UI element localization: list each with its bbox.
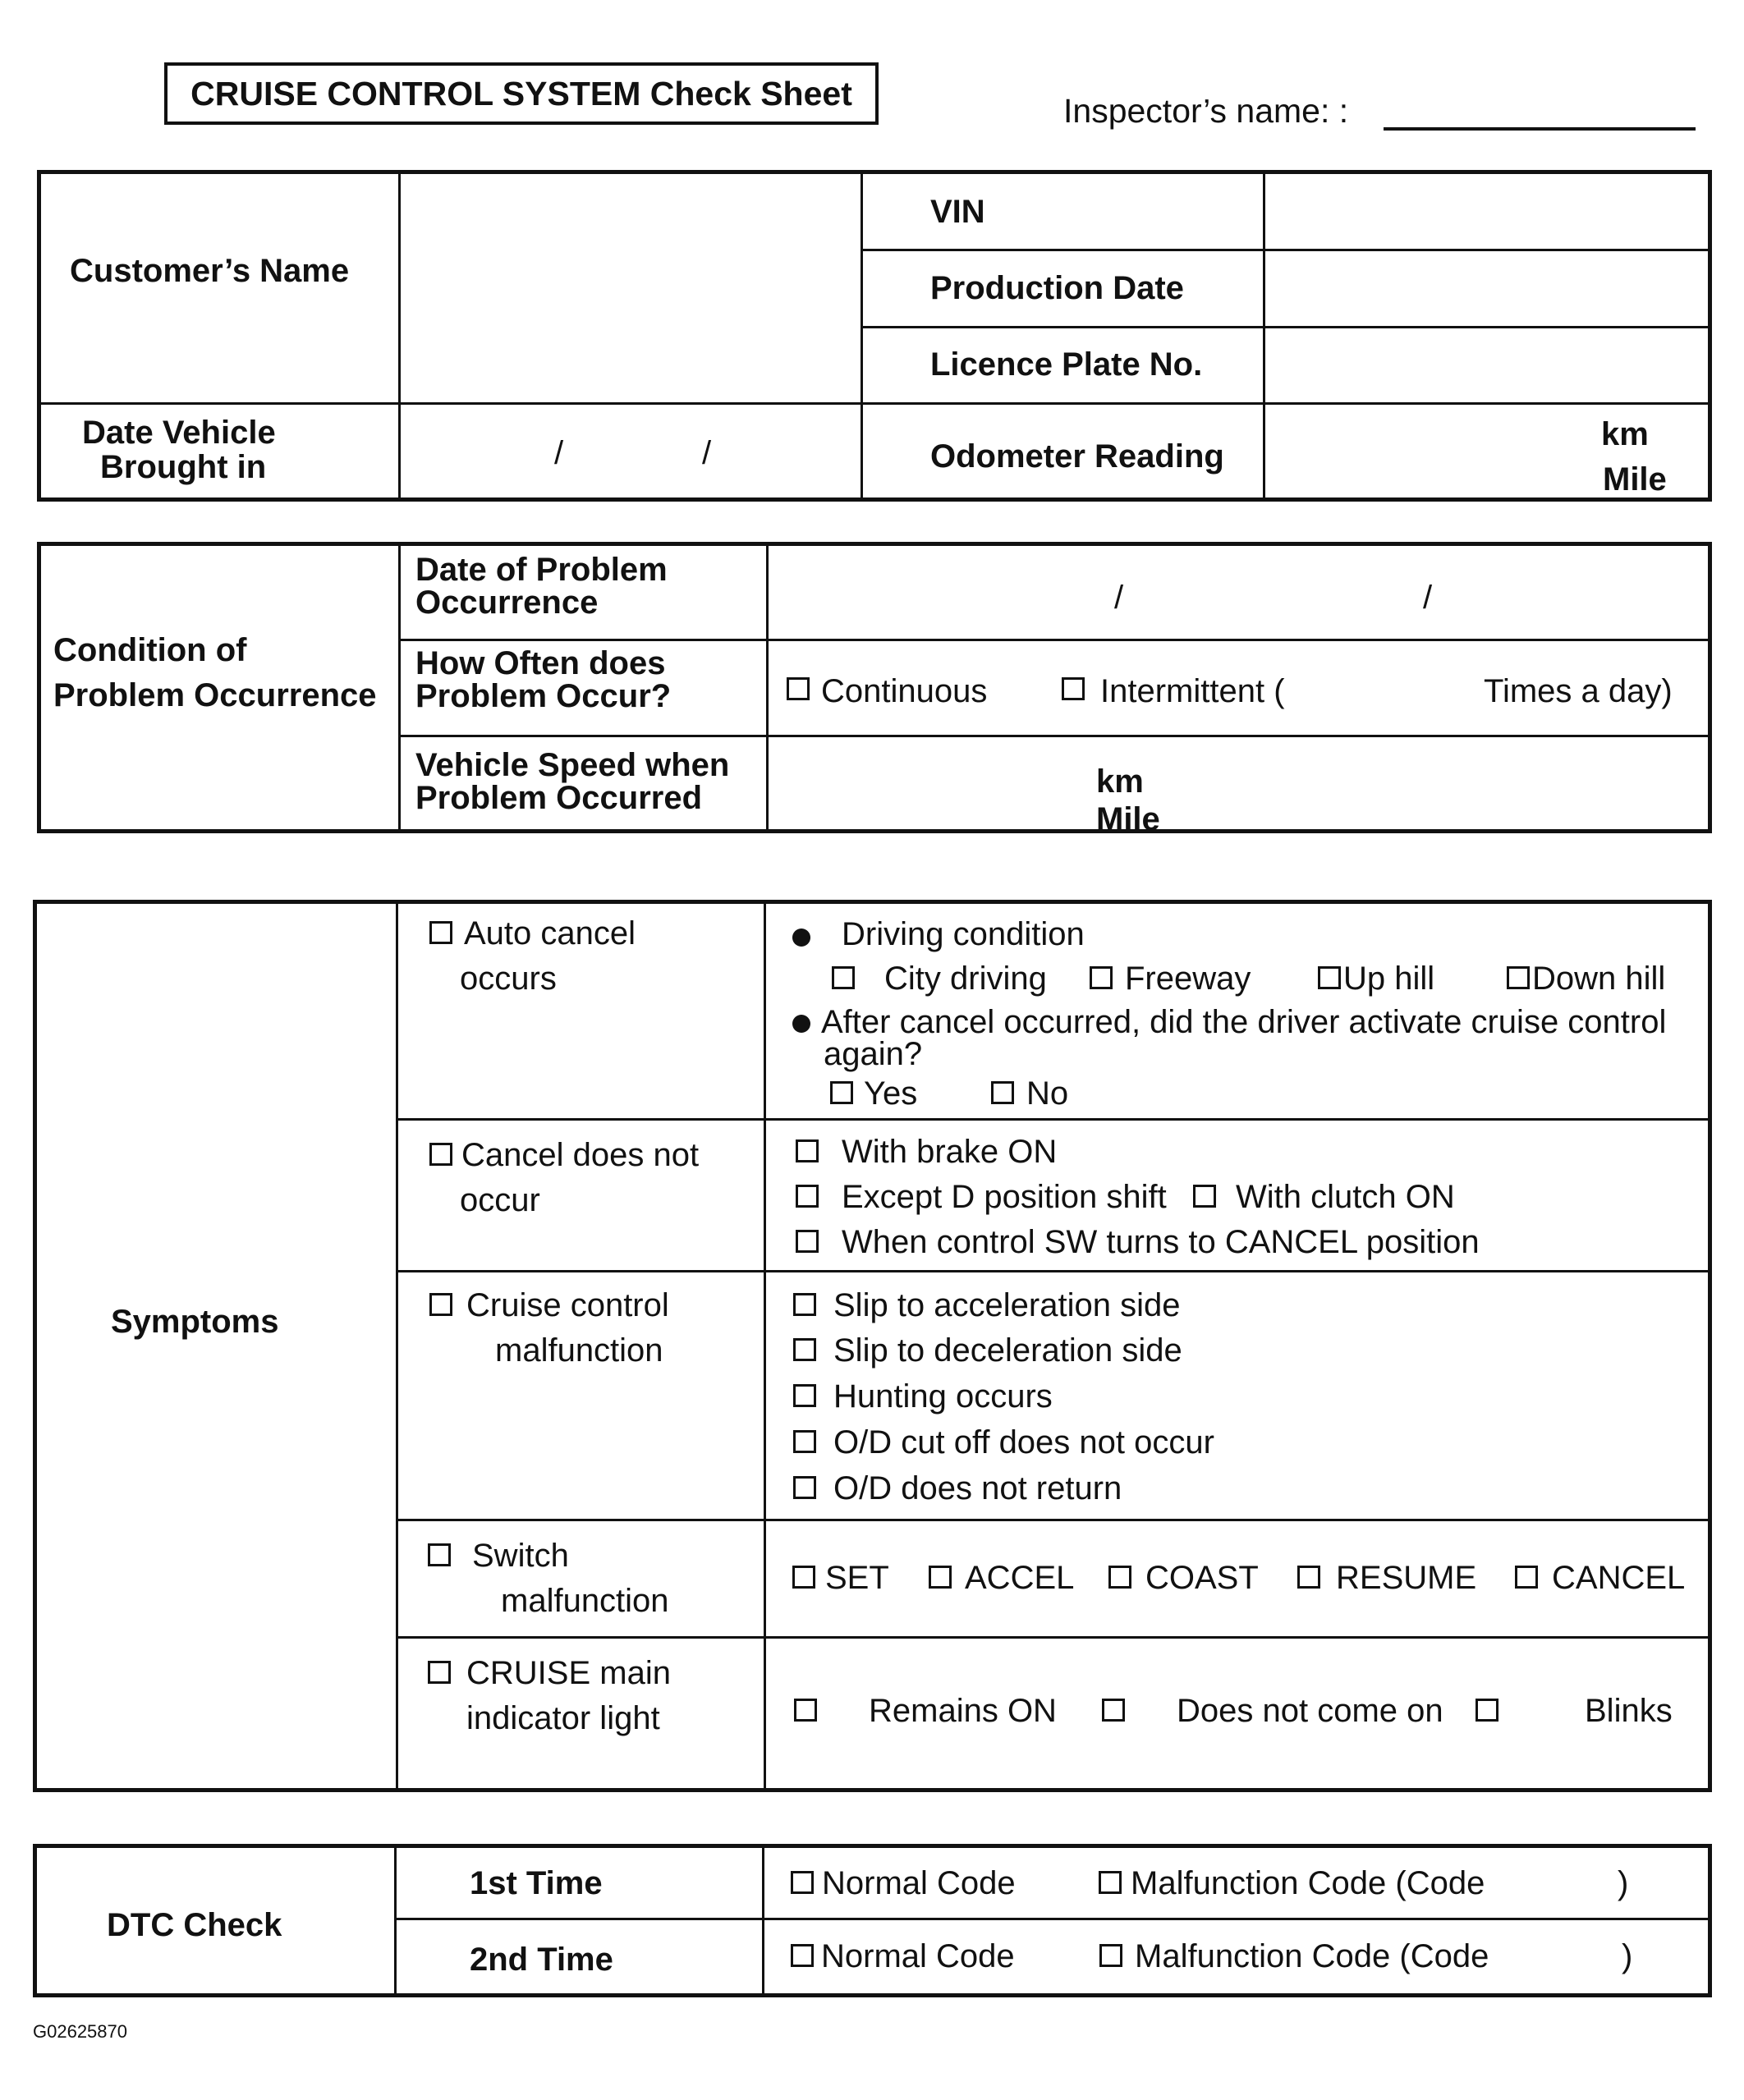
date-separator: / [702, 435, 712, 471]
cancel-not-occur-label-line1: Cancel does not [461, 1137, 700, 1173]
uphill-checkbox[interactable] [1318, 966, 1341, 989]
condition-label-line2: Problem Occurrence [53, 677, 377, 713]
condition-label-line1: Condition of [53, 632, 247, 668]
how-often-label-line1: How Often does [415, 645, 666, 681]
first-time-label: 1st Time [470, 1865, 603, 1901]
indicator-light-label-line2: indicator light [466, 1700, 660, 1736]
od-cut-label: O/D cut off does not occur [833, 1424, 1214, 1460]
not-come-on-checkbox[interactable] [1102, 1699, 1125, 1722]
brake-on-checkbox[interactable] [796, 1139, 819, 1162]
downhill-checkbox[interactable] [1507, 966, 1530, 989]
not-come-on-label: Does not come on [1177, 1693, 1443, 1729]
page-title: CRUISE CONTROL SYSTEM Check Sheet [164, 62, 879, 125]
how-often-label-line2: Problem Occur? [415, 678, 672, 714]
production-date-field[interactable] [1267, 251, 1706, 325]
no-checkbox[interactable] [991, 1081, 1014, 1104]
date-separator: / [1423, 580, 1433, 616]
second-code-field[interactable] [1494, 1930, 1609, 1979]
city-driving-checkbox[interactable] [832, 966, 855, 989]
switch-malfunction-label-line1: Switch [472, 1538, 569, 1574]
indicator-light-label-line1: CRUISE main [466, 1655, 671, 1691]
inspector-name-label: Inspector’s name: : [1063, 92, 1349, 130]
speed-label-line1: Vehicle Speed when [415, 747, 730, 783]
cancel-not-occur-checkbox[interactable] [429, 1143, 452, 1166]
slip-accel-label: Slip to acceleration side [833, 1287, 1181, 1323]
second-normal-code-checkbox[interactable] [791, 1944, 814, 1967]
unit-mile: Mile [1603, 461, 1667, 497]
cruise-malfunction-label-line1: Cruise control [466, 1287, 669, 1323]
first-normal-code-label: Normal Code [822, 1865, 1016, 1901]
remains-on-label: Remains ON [869, 1693, 1057, 1729]
close-paren: ) [1622, 1938, 1633, 1974]
yes-checkbox[interactable] [830, 1081, 853, 1104]
production-date-label: Production Date [930, 270, 1184, 306]
cancel-checkbox[interactable] [1515, 1566, 1538, 1589]
blinks-label: Blinks [1585, 1693, 1673, 1729]
coast-checkbox[interactable] [1108, 1566, 1131, 1589]
resume-checkbox[interactable] [1297, 1566, 1320, 1589]
second-normal-code-label: Normal Code [821, 1938, 1015, 1974]
set-checkbox[interactable] [792, 1566, 815, 1589]
control-sw-label: When control SW turns to CANCEL position [842, 1224, 1480, 1260]
clutch-on-label: With clutch ON [1236, 1179, 1455, 1215]
second-time-label: 2nd Time [470, 1942, 613, 1978]
odometer-label: Odometer Reading [930, 438, 1224, 475]
indicator-light-checkbox[interactable] [428, 1661, 451, 1684]
second-malfunction-code-checkbox[interactable] [1099, 1944, 1122, 1967]
speed-field[interactable] [770, 739, 1082, 828]
auto-cancel-label-line2: occurs [460, 961, 557, 997]
continuous-checkbox[interactable] [787, 677, 810, 700]
hunting-label: Hunting occurs [833, 1378, 1053, 1415]
reactivate-question-line1: After cancel occurred, did the driver activate cruise control [821, 1004, 1667, 1040]
driving-condition-label: Driving condition [842, 916, 1085, 952]
symptoms-label: Symptoms [111, 1304, 279, 1340]
reactivate-question-line2: again? [824, 1036, 923, 1072]
no-label: No [1026, 1075, 1069, 1112]
intermittent-checkbox[interactable] [1062, 677, 1085, 700]
except-d-label: Except D position shift [842, 1179, 1167, 1215]
yes-label: Yes [864, 1075, 918, 1112]
customer-name-field[interactable] [402, 174, 858, 401]
slip-decel-label: Slip to deceleration side [833, 1332, 1182, 1369]
auto-cancel-checkbox[interactable] [429, 921, 452, 944]
date-brought-label-line2: Brought in [100, 449, 267, 485]
licence-plate-field[interactable] [1267, 328, 1706, 401]
problem-date-field[interactable] [770, 546, 1706, 638]
control-sw-checkbox[interactable] [796, 1230, 819, 1253]
vin-label: VIN [930, 194, 985, 230]
second-malfunction-code-label: Malfunction Code (Code [1135, 1938, 1489, 1974]
clutch-on-checkbox[interactable] [1193, 1185, 1216, 1208]
accel-label: ACCEL [965, 1560, 1075, 1596]
resume-label: RESUME [1336, 1560, 1477, 1596]
close-paren: ) [1618, 1865, 1629, 1901]
set-label: SET [825, 1560, 889, 1596]
od-return-label: O/D does not return [833, 1470, 1122, 1506]
vin-field[interactable] [1267, 174, 1706, 248]
date-brought-label-line1: Date Vehicle [82, 415, 276, 451]
freeway-label: Freeway [1125, 961, 1251, 997]
cancel-not-occur-label-line2: occur [460, 1182, 540, 1218]
od-return-checkbox[interactable] [793, 1476, 816, 1499]
unit-mile: Mile [1096, 801, 1160, 837]
downhill-label: Down hill [1532, 961, 1666, 997]
unit-km: km [1601, 416, 1649, 452]
first-normal-code-checkbox[interactable] [791, 1871, 814, 1894]
hunting-checkbox[interactable] [793, 1384, 816, 1407]
cruise-malfunction-checkbox[interactable] [429, 1293, 452, 1316]
problem-date-label-line2: Occurrence [415, 585, 599, 621]
accel-checkbox[interactable] [929, 1566, 952, 1589]
cancel-label: CANCEL [1552, 1560, 1686, 1596]
speed-label-line2: Problem Occurred [415, 780, 703, 816]
od-cut-checkbox[interactable] [793, 1430, 816, 1453]
brake-on-label: With brake ON [842, 1134, 1058, 1170]
bullet-icon [792, 928, 810, 947]
dtc-check-label: DTC Check [107, 1907, 282, 1943]
remains-on-checkbox[interactable] [794, 1699, 817, 1722]
first-malfunction-code-label: Malfunction Code (Code [1131, 1865, 1485, 1901]
switch-malfunction-label-line2: malfunction [501, 1583, 669, 1619]
customer-name-label: Customer’s Name [70, 253, 350, 289]
times-a-day-label: Times a day) [1484, 673, 1673, 709]
inspector-name-field[interactable] [1384, 127, 1696, 131]
cruise-malfunction-label-line2: malfunction [495, 1332, 663, 1369]
first-code-field[interactable] [1494, 1857, 1609, 1906]
problem-date-label-line1: Date of Problem [415, 552, 668, 588]
blinks-checkbox[interactable] [1476, 1699, 1498, 1722]
city-driving-label: City driving [884, 961, 1047, 997]
figure-code: G02625870 [33, 2021, 127, 2042]
licence-plate-label: Licence Plate No. [930, 346, 1203, 383]
uphill-label: Up hill [1343, 961, 1435, 997]
coast-label: COAST [1145, 1560, 1259, 1596]
freeway-checkbox[interactable] [1090, 966, 1113, 989]
auto-cancel-label-line1: Auto cancel [464, 915, 636, 951]
date-separator: / [1114, 580, 1124, 616]
unit-km: km [1096, 763, 1144, 800]
slip-accel-checkbox[interactable] [793, 1293, 816, 1316]
intermittent-label: Intermittent ( [1100, 673, 1285, 709]
slip-decel-checkbox[interactable] [793, 1338, 816, 1361]
bullet-icon [792, 1015, 810, 1033]
date-separator: / [554, 435, 564, 471]
date-brought-field[interactable] [402, 406, 858, 495]
continuous-label: Continuous [821, 673, 988, 709]
except-d-checkbox[interactable] [796, 1185, 819, 1208]
first-malfunction-code-checkbox[interactable] [1099, 1871, 1122, 1894]
times-a-day-field[interactable] [1306, 667, 1462, 716]
switch-malfunction-checkbox[interactable] [428, 1543, 451, 1566]
odometer-field[interactable] [1267, 406, 1595, 495]
